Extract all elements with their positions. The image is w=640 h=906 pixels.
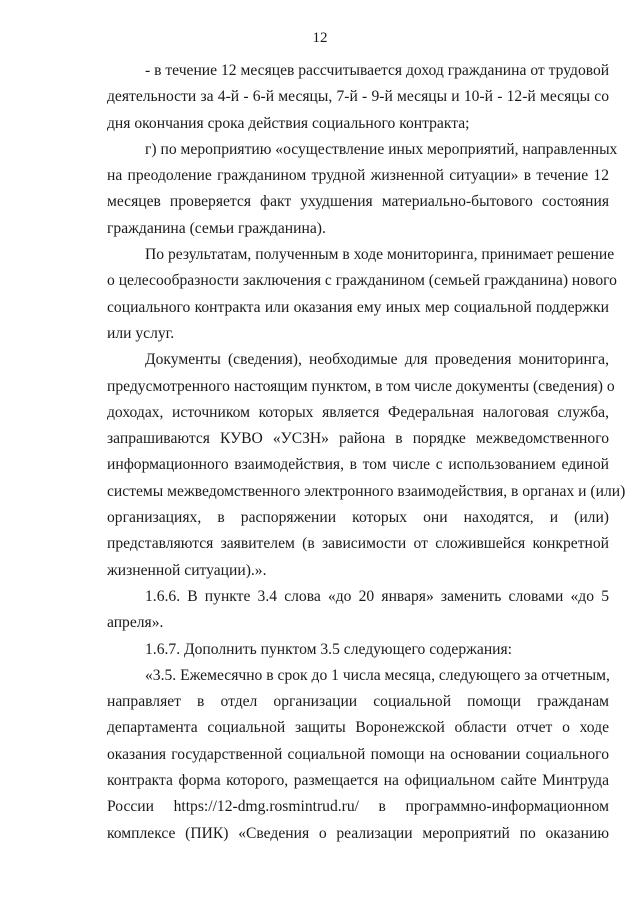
text-line: или услуг. bbox=[107, 324, 175, 342]
text-line: контракта форма которого, размещается на официальном сайте Минтруда bbox=[107, 772, 609, 790]
text-line: 1.6.7. Дополнить пунктом 3.5 следующего содержания: bbox=[145, 640, 513, 658]
text-line: «3.5. Ежемесячно в срок до 1 числа месяца, следующего за отчетным, bbox=[145, 666, 610, 684]
page-number: 12 bbox=[312, 30, 328, 46]
text-line: социального контракта или оказания ему иных мер социальной поддержки bbox=[107, 298, 609, 316]
text-line: департамента социальной защиты Воронежской области отчет о ходе bbox=[107, 719, 609, 737]
text-line: представляются заявителем (в зависимости от сложившейся конкретной bbox=[107, 535, 609, 553]
text-line: г) по мероприятию «осуществление иных мероприятий, направленных bbox=[145, 140, 618, 158]
text-line: России https://12-dmg.rosmintrud.ru/ в программно-информационном bbox=[107, 798, 609, 816]
text-line: гражданина (семьи гражданина). bbox=[107, 219, 326, 237]
text-line: апреля». bbox=[107, 614, 164, 632]
text-line: жизненной ситуации).». bbox=[107, 561, 267, 579]
text-line: деятельности за 4-й - 6-й месяцы, 7-й - 9-й месяцы и 10-й - 12-й месяцы со bbox=[107, 88, 609, 106]
text-line: - в течение 12 месяцев рассчитывается доход гражданина от трудовой bbox=[145, 62, 610, 79]
document-body bbox=[107, 58, 626, 847]
text-line: о целесообразности заключения с гражданином (семьей гражданина) нового bbox=[107, 272, 617, 290]
text-line: 1.6.6. В пункте 3.4 слова «до 20 января» заменить словами «до 5 bbox=[145, 587, 609, 605]
text-line: По результатам, полученным в ходе мониторинга, принимает решение bbox=[145, 246, 615, 264]
text-line: Документы (сведения), необходимые для проведения мониторинга, bbox=[145, 351, 609, 369]
text-line: направляет в отдел организации социальной помощи гражданам bbox=[107, 693, 609, 711]
text-line: организациях, в распоряжении которых они находятся, и (или) bbox=[107, 509, 609, 527]
text-line: системы межведомственного электронного взаимодействия, в органах и (или) bbox=[107, 482, 626, 500]
text-line: доходах, источником которых является Федеральная налоговая служба, bbox=[107, 403, 609, 421]
text-line: на преодоление гражданином трудной жизненной ситуации» в течение 12 bbox=[107, 167, 609, 185]
text-line: информационного взаимодействия, в том числе с использованием единой bbox=[107, 456, 609, 474]
text-line: запрашиваются КУВО «УСЗН» района в порядке межведомственного bbox=[107, 430, 609, 448]
text-line: предусмотренного настоящим пунктом, в том числе документы (сведения) о bbox=[107, 377, 615, 395]
text-line: дня окончания срока действия социального контракта; bbox=[107, 114, 470, 132]
text-line: оказания государственной социальной помощи на основании социального bbox=[107, 745, 609, 763]
text-line: месяцев проверяется факт ухудшения материально-бытового состояния bbox=[107, 193, 609, 211]
text-line: комплексе (ПИК) «Сведения о реализации мероприятий по оказанию bbox=[107, 824, 609, 842]
